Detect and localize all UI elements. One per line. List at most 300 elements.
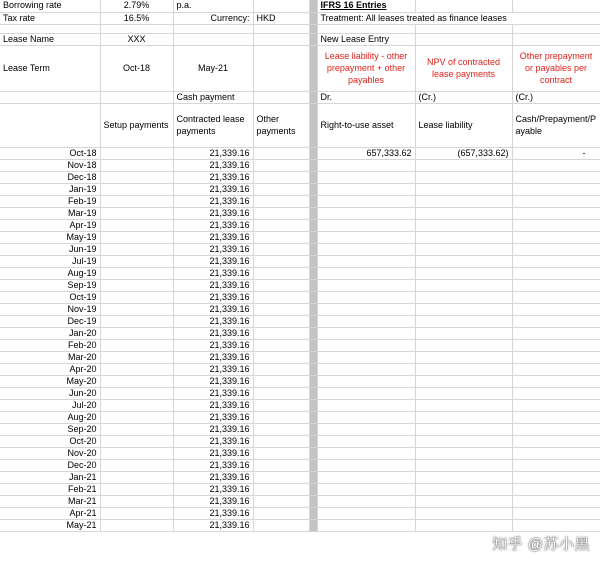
cell-borrowing-rate-unit[interactable]: p.a. <box>173 0 253 12</box>
cell-setup-payment[interactable] <box>100 387 173 399</box>
table-row <box>0 159 600 171</box>
cell-cash[interactable] <box>512 483 600 495</box>
cell-lease-liability[interactable] <box>415 339 512 351</box>
cell-lease-liability[interactable] <box>415 207 512 219</box>
cell-empty[interactable] <box>0 91 100 103</box>
cell-setup-payment[interactable] <box>100 267 173 279</box>
cell-month[interactable]: Jan-21 <box>0 471 100 483</box>
column-gap <box>309 483 317 495</box>
cell-lease-liability[interactable] <box>415 495 512 507</box>
cell-rou-asset[interactable] <box>317 351 415 363</box>
cell-lease-liability[interactable] <box>415 243 512 255</box>
cell-currency-value[interactable]: HKD <box>253 12 309 24</box>
cell-other-payment[interactable] <box>253 219 309 231</box>
cell-other-payment[interactable] <box>253 243 309 255</box>
cell-lease-liability[interactable] <box>415 315 512 327</box>
cell-month[interactable]: Mar-19 <box>0 207 100 219</box>
cell-other-payment[interactable] <box>253 459 309 471</box>
cell-setup-payment[interactable] <box>100 159 173 171</box>
cell-contracted-payment[interactable]: 21,339.16 <box>173 483 253 495</box>
table-row <box>0 399 600 411</box>
cell-cash[interactable] <box>512 471 600 483</box>
cell-cash[interactable] <box>512 267 600 279</box>
cell-cash[interactable] <box>512 435 600 447</box>
cell-contracted-payment[interactable]: 21,339.16 <box>173 219 253 231</box>
cell-other-payment[interactable] <box>253 291 309 303</box>
column-gap <box>309 315 317 327</box>
cell-contracted-payment[interactable]: 21,339.16 <box>173 183 253 195</box>
cell-empty[interactable] <box>253 33 309 45</box>
cell-contracted-payment[interactable]: 21,339.16 <box>173 315 253 327</box>
cell-cash[interactable] <box>512 255 600 267</box>
cell-setup-payment[interactable] <box>100 483 173 495</box>
cell-month[interactable]: Dec-20 <box>0 459 100 471</box>
cell-month[interactable]: Nov-18 <box>0 159 100 171</box>
cell-other-payment[interactable] <box>253 507 309 519</box>
cell-empty[interactable] <box>415 33 512 45</box>
cell-month[interactable]: Oct-18 <box>0 147 100 159</box>
cell-month[interactable]: Dec-19 <box>0 315 100 327</box>
column-gap <box>309 45 317 91</box>
column-gap <box>309 399 317 411</box>
cell-other-payment[interactable] <box>253 375 309 387</box>
table-row <box>0 363 600 375</box>
cell-empty[interactable] <box>173 33 253 45</box>
cell-other-payment[interactable] <box>253 231 309 243</box>
cell-setup-payment[interactable] <box>100 447 173 459</box>
cell-lease-liability[interactable] <box>415 435 512 447</box>
cell-setup-payment[interactable] <box>100 375 173 387</box>
cell-setup-payment[interactable] <box>100 231 173 243</box>
cell-cash[interactable] <box>512 159 600 171</box>
table-row <box>0 411 600 423</box>
cell-cash[interactable] <box>512 495 600 507</box>
cash-payment-label[interactable]: Cash payment <box>173 91 253 103</box>
cell-empty[interactable] <box>317 24 415 33</box>
cell-lease-liability[interactable] <box>415 411 512 423</box>
ifrs-title[interactable]: IFRS 16 Entries <box>317 0 415 12</box>
header-rou-asset[interactable]: Right-to-use asset <box>317 103 415 147</box>
cell-contracted-payment[interactable]: 21,339.16 <box>173 147 253 159</box>
cell-lease-liability[interactable] <box>415 351 512 363</box>
cell-rou-asset[interactable] <box>317 255 415 267</box>
cell-empty[interactable] <box>100 91 173 103</box>
new-lease-entry[interactable]: New Lease Entry <box>317 33 415 45</box>
cell-other-payment[interactable] <box>253 495 309 507</box>
cell-contracted-payment[interactable]: 21,339.16 <box>173 243 253 255</box>
cell-rou-asset[interactable]: 657,333.62 <box>317 147 415 159</box>
cell-rou-asset[interactable] <box>317 159 415 171</box>
cell-lease-liability[interactable] <box>415 459 512 471</box>
note-liability[interactable]: NPV of contracted lease payments <box>415 45 512 91</box>
cell-month[interactable]: Jul-20 <box>0 399 100 411</box>
cell-rou-asset[interactable] <box>317 363 415 375</box>
table-row <box>0 471 600 483</box>
cell-contracted-payment[interactable]: 21,339.16 <box>173 291 253 303</box>
cell-other-payment[interactable] <box>253 195 309 207</box>
cell-borrowing-rate-label[interactable]: Borrowing rate <box>0 0 100 12</box>
cell-contracted-payment[interactable]: 21,339.16 <box>173 351 253 363</box>
cell-other-payment[interactable] <box>253 279 309 291</box>
cell-rou-asset[interactable] <box>317 327 415 339</box>
cell-lease-liability[interactable] <box>415 303 512 315</box>
cell-lease-liability[interactable] <box>415 507 512 519</box>
cell-lease-liability[interactable] <box>415 363 512 375</box>
cell-setup-payment[interactable] <box>100 255 173 267</box>
cell-month[interactable]: Mar-21 <box>0 495 100 507</box>
cell-empty[interactable] <box>512 0 600 12</box>
cell-month[interactable]: Apr-21 <box>0 507 100 519</box>
cell-lease-term-end[interactable]: May-21 <box>173 45 253 91</box>
cell-contracted-payment[interactable]: 21,339.16 <box>173 471 253 483</box>
cell-other-payment[interactable] <box>253 387 309 399</box>
cell-month[interactable]: Feb-21 <box>0 483 100 495</box>
cell-rou-asset[interactable] <box>317 219 415 231</box>
cell-lease-liability[interactable] <box>415 255 512 267</box>
cell-other-payment[interactable] <box>253 159 309 171</box>
header-lease-liability[interactable]: Lease liability <box>415 103 512 147</box>
cell-cash[interactable] <box>512 459 600 471</box>
cell-lease-liability[interactable] <box>415 387 512 399</box>
note-rou[interactable]: Lease liability - other prepayment + other payables <box>317 45 415 91</box>
cell-empty[interactable] <box>253 24 309 33</box>
cell-lease-liability[interactable] <box>415 399 512 411</box>
cell-cash[interactable] <box>512 183 600 195</box>
cell-rou-asset[interactable] <box>317 267 415 279</box>
cell-setup-payment[interactable] <box>100 207 173 219</box>
cell-other-payment[interactable] <box>253 483 309 495</box>
cell-contracted-payment[interactable]: 21,339.16 <box>173 411 253 423</box>
cell-cash[interactable] <box>512 507 600 519</box>
cell-month[interactable]: Mar-20 <box>0 351 100 363</box>
cell-rou-asset[interactable] <box>317 471 415 483</box>
cell-other-payment[interactable] <box>253 447 309 459</box>
cell-contracted-payment[interactable]: 21,339.16 <box>173 507 253 519</box>
cell-month[interactable]: Oct-20 <box>0 435 100 447</box>
cell-contracted-payment[interactable]: 21,339.16 <box>173 435 253 447</box>
cell-setup-payment[interactable] <box>100 471 173 483</box>
cell-rou-asset[interactable] <box>317 447 415 459</box>
cell-month[interactable]: Jan-20 <box>0 327 100 339</box>
cell-contracted-payment[interactable]: 21,339.16 <box>173 399 253 411</box>
cell-contracted-payment[interactable]: 21,339.16 <box>173 255 253 267</box>
cell-month[interactable]: Sep-20 <box>0 423 100 435</box>
cell-other-payment[interactable] <box>253 171 309 183</box>
cell-contracted-payment[interactable]: 21,339.16 <box>173 267 253 279</box>
cell-other-payment[interactable] <box>253 363 309 375</box>
cell-month[interactable]: Jul-19 <box>0 255 100 267</box>
cell-lease-liability[interactable] <box>415 279 512 291</box>
cell-lease-name-label[interactable]: Lease Name <box>0 33 100 45</box>
cell-contracted-payment[interactable]: 21,339.16 <box>173 363 253 375</box>
cell-other-payment[interactable] <box>253 267 309 279</box>
header-other-payments[interactable]: Other payments <box>253 103 309 147</box>
cell-rou-asset[interactable] <box>317 243 415 255</box>
cell-lease-liability[interactable] <box>415 171 512 183</box>
cell-month[interactable]: Feb-19 <box>0 195 100 207</box>
cell-contracted-payment[interactable]: 21,339.16 <box>173 303 253 315</box>
cell-rou-asset[interactable] <box>317 207 415 219</box>
cell-setup-payment[interactable] <box>100 495 173 507</box>
cell-setup-payment[interactable] <box>100 339 173 351</box>
cell-month[interactable]: Aug-20 <box>0 411 100 423</box>
cell-month[interactable]: Apr-20 <box>0 363 100 375</box>
cell-setup-payment[interactable] <box>100 243 173 255</box>
cell-empty[interactable] <box>0 103 100 147</box>
cell-lease-liability[interactable]: (657,333.62) <box>415 147 512 159</box>
table-row <box>0 375 600 387</box>
cell-setup-payment[interactable] <box>100 411 173 423</box>
column-gap <box>309 447 317 459</box>
cell-rou-asset[interactable] <box>317 183 415 195</box>
cell-other-payment[interactable] <box>253 423 309 435</box>
table-row <box>0 195 600 207</box>
cell-setup-payment[interactable] <box>100 171 173 183</box>
cell-rou-asset[interactable] <box>317 495 415 507</box>
cell-setup-payment[interactable] <box>100 507 173 519</box>
cell-contracted-payment[interactable]: 21,339.16 <box>173 159 253 171</box>
cell-lease-liability[interactable] <box>415 231 512 243</box>
cell-empty[interactable] <box>253 0 309 12</box>
cell-cash[interactable] <box>512 399 600 411</box>
cell-rou-asset[interactable] <box>317 339 415 351</box>
cell-other-payment[interactable] <box>253 147 309 159</box>
table-row <box>0 315 600 327</box>
cell-empty[interactable] <box>253 45 309 91</box>
cell-other-payment[interactable] <box>253 519 309 531</box>
cell-cash[interactable] <box>512 291 600 303</box>
cell-tax-rate-value[interactable]: 16.5% <box>100 12 173 24</box>
cell-other-payment[interactable] <box>253 339 309 351</box>
cell-month[interactable]: Aug-19 <box>0 267 100 279</box>
dr-label[interactable]: Dr. <box>317 91 415 103</box>
cell-lease-term-label[interactable]: Lease Term <box>0 45 100 91</box>
cell-cash[interactable] <box>512 339 600 351</box>
cell-setup-payment[interactable] <box>100 219 173 231</box>
cell-setup-payment[interactable] <box>100 315 173 327</box>
cell-lease-liability[interactable] <box>415 375 512 387</box>
cell-rou-asset[interactable] <box>317 195 415 207</box>
cell-cash[interactable] <box>512 171 600 183</box>
cell-rou-asset[interactable] <box>317 483 415 495</box>
cell-lease-liability[interactable] <box>415 471 512 483</box>
table-row <box>0 255 600 267</box>
cell-cash[interactable] <box>512 219 600 231</box>
cell-borrowing-rate-value[interactable]: 2.79% <box>100 0 173 12</box>
cell-month[interactable]: Oct-19 <box>0 291 100 303</box>
header-setup-payments[interactable]: Setup payments <box>100 103 173 147</box>
cell-setup-payment[interactable] <box>100 399 173 411</box>
cell-rou-asset[interactable] <box>317 375 415 387</box>
cell-cash[interactable] <box>512 303 600 315</box>
cell-cash[interactable] <box>512 315 600 327</box>
cell-month[interactable]: Feb-20 <box>0 339 100 351</box>
cr-label-cash[interactable]: (Cr.) <box>512 91 600 103</box>
cell-other-payment[interactable] <box>253 471 309 483</box>
cell-setup-payment[interactable] <box>100 363 173 375</box>
cell-other-payment[interactable] <box>253 207 309 219</box>
cell-rou-asset[interactable] <box>317 399 415 411</box>
cell-lease-liability[interactable] <box>415 267 512 279</box>
cell-empty[interactable] <box>415 24 512 33</box>
cell-cash[interactable] <box>512 363 600 375</box>
cell-month[interactable]: Apr-19 <box>0 219 100 231</box>
cell-month[interactable]: Jan-19 <box>0 183 100 195</box>
cell-setup-payment[interactable] <box>100 327 173 339</box>
cell-contracted-payment[interactable]: 21,339.16 <box>173 171 253 183</box>
cell-cash[interactable] <box>512 351 600 363</box>
cell-rou-asset[interactable] <box>317 435 415 447</box>
cell-empty[interactable] <box>415 0 512 12</box>
column-gap <box>309 24 317 33</box>
column-gap <box>309 91 317 103</box>
table-row <box>0 327 600 339</box>
cell-setup-payment[interactable] <box>100 279 173 291</box>
cell-other-payment[interactable] <box>253 411 309 423</box>
cell-setup-payment[interactable] <box>100 291 173 303</box>
cell-rou-asset[interactable] <box>317 171 415 183</box>
cell-empty[interactable] <box>512 24 600 33</box>
cell-cash[interactable] <box>512 279 600 291</box>
cell-cash[interactable]: - <box>512 147 600 159</box>
cell-other-payment[interactable] <box>253 435 309 447</box>
cell-cash[interactable] <box>512 519 600 531</box>
table-row <box>0 339 600 351</box>
column-gap <box>309 291 317 303</box>
cell-empty[interactable] <box>100 24 173 33</box>
cell-cash[interactable] <box>512 423 600 435</box>
cell-month[interactable]: May-19 <box>0 231 100 243</box>
cell-lease-liability[interactable] <box>415 159 512 171</box>
header-contracted-payments[interactable]: Contracted lease payments <box>173 103 253 147</box>
ifrs-treatment[interactable]: Treatment: All leases treated as finance leases <box>317 12 600 24</box>
cell-other-payment[interactable] <box>253 315 309 327</box>
table-row <box>0 183 600 195</box>
cell-contracted-payment[interactable]: 21,339.16 <box>173 327 253 339</box>
cell-other-payment[interactable] <box>253 399 309 411</box>
cell-empty[interactable] <box>253 91 309 103</box>
cell-cash[interactable] <box>512 231 600 243</box>
cell-cash[interactable] <box>512 195 600 207</box>
cell-month[interactable]: Nov-19 <box>0 303 100 315</box>
cell-lease-liability[interactable] <box>415 291 512 303</box>
column-gap <box>309 459 317 471</box>
cell-month[interactable]: Jun-19 <box>0 243 100 255</box>
cell-rou-asset[interactable] <box>317 387 415 399</box>
cell-other-payment[interactable] <box>253 303 309 315</box>
cell-contracted-payment[interactable]: 21,339.16 <box>173 339 253 351</box>
cell-setup-payment[interactable] <box>100 183 173 195</box>
cell-setup-payment[interactable] <box>100 519 173 531</box>
cell-contracted-payment[interactable]: 21,339.16 <box>173 459 253 471</box>
cell-rou-asset[interactable] <box>317 459 415 471</box>
cell-contracted-payment[interactable]: 21,339.16 <box>173 207 253 219</box>
cell-tax-rate-label[interactable]: Tax rate <box>0 12 100 24</box>
cell-cash[interactable] <box>512 207 600 219</box>
column-gap <box>309 423 317 435</box>
cell-lease-liability[interactable] <box>415 183 512 195</box>
cell-contracted-payment[interactable]: 21,339.16 <box>173 279 253 291</box>
cell-contracted-payment[interactable]: 21,339.16 <box>173 231 253 243</box>
table-row <box>0 243 600 255</box>
cr-label-liability[interactable]: (Cr.) <box>415 91 512 103</box>
cell-lease-liability[interactable] <box>415 219 512 231</box>
cell-setup-payment[interactable] <box>100 459 173 471</box>
cell-month[interactable]: Nov-20 <box>0 447 100 459</box>
cell-lease-liability[interactable] <box>415 195 512 207</box>
column-gap <box>309 147 317 159</box>
cell-contracted-payment[interactable]: 21,339.16 <box>173 447 253 459</box>
cell-setup-payment[interactable] <box>100 303 173 315</box>
cell-rou-asset[interactable] <box>317 411 415 423</box>
cell-contracted-payment[interactable]: 21,339.16 <box>173 495 253 507</box>
cell-currency-label[interactable]: Currency: <box>173 12 253 24</box>
cell-cash[interactable] <box>512 243 600 255</box>
cell-rou-asset[interactable] <box>317 507 415 519</box>
cell-setup-payment[interactable] <box>100 147 173 159</box>
header-cash-prepayment[interactable]: Cash/Prepayment/Payable <box>512 103 600 147</box>
cell-other-payment[interactable] <box>253 351 309 363</box>
cell-lease-liability[interactable] <box>415 423 512 435</box>
cell-contracted-payment[interactable]: 21,339.16 <box>173 519 253 531</box>
cell-lease-liability[interactable] <box>415 447 512 459</box>
cell-month[interactable]: Jun-20 <box>0 387 100 399</box>
cell-rou-asset[interactable] <box>317 423 415 435</box>
cell-rou-asset[interactable] <box>317 231 415 243</box>
cell-rou-asset[interactable] <box>317 279 415 291</box>
cell-contracted-payment[interactable]: 21,339.16 <box>173 195 253 207</box>
cell-lease-liability[interactable] <box>415 519 512 531</box>
table-row <box>0 267 600 279</box>
cell-setup-payment[interactable] <box>100 195 173 207</box>
cell-month[interactable]: Dec-18 <box>0 171 100 183</box>
cell-cash[interactable] <box>512 447 600 459</box>
table-row <box>0 507 600 519</box>
cell-cash[interactable] <box>512 327 600 339</box>
note-cash[interactable]: Other prepayment or payables per contract <box>512 45 600 91</box>
cell-contracted-payment[interactable]: 21,339.16 <box>173 387 253 399</box>
cell-month[interactable]: Sep-19 <box>0 279 100 291</box>
cell-rou-asset[interactable] <box>317 315 415 327</box>
cell-empty[interactable] <box>512 33 600 45</box>
cell-rou-asset[interactable] <box>317 303 415 315</box>
cell-other-payment[interactable] <box>253 183 309 195</box>
cell-other-payment[interactable] <box>253 255 309 267</box>
cell-cash[interactable] <box>512 387 600 399</box>
cell-empty[interactable] <box>173 24 253 33</box>
cell-lease-liability[interactable] <box>415 327 512 339</box>
cell-contracted-payment[interactable]: 21,339.16 <box>173 423 253 435</box>
cell-cash[interactable] <box>512 411 600 423</box>
cell-lease-term-start[interactable]: Oct-18 <box>100 45 173 91</box>
cell-month[interactable]: May-21 <box>0 519 100 531</box>
cell-contracted-payment[interactable]: 21,339.16 <box>173 375 253 387</box>
cell-empty[interactable] <box>0 24 100 33</box>
column-gap <box>309 279 317 291</box>
cell-month[interactable]: May-20 <box>0 375 100 387</box>
cell-lease-liability[interactable] <box>415 483 512 495</box>
table-row <box>0 447 600 459</box>
cell-other-payment[interactable] <box>253 327 309 339</box>
cell-setup-payment[interactable] <box>100 435 173 447</box>
cell-rou-asset[interactable] <box>317 519 415 531</box>
cell-setup-payment[interactable] <box>100 423 173 435</box>
cell-setup-payment[interactable] <box>100 351 173 363</box>
cell-lease-name-value[interactable]: XXX <box>100 33 173 45</box>
cell-rou-asset[interactable] <box>317 291 415 303</box>
column-gap <box>309 231 317 243</box>
cell-cash[interactable] <box>512 375 600 387</box>
